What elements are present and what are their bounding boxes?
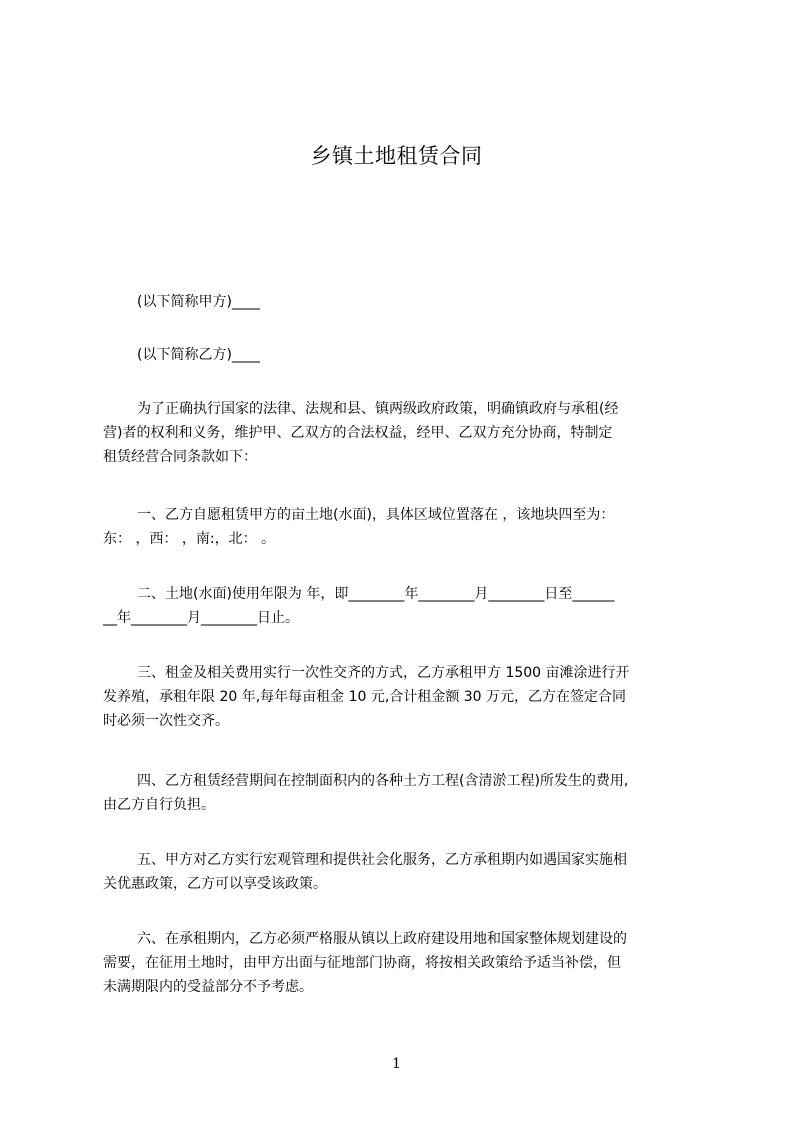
party-a-line <box>103 290 703 314</box>
document-title: 乡镇土地租赁合同 <box>310 144 483 168</box>
party-b-text: (以下简称乙方)____ <box>137 347 260 363</box>
party-a-text: (以下简称甲方)____ <box>137 294 260 310</box>
page-number: 1 <box>392 1056 401 1072</box>
clause-2 <box>103 582 703 630</box>
clause-6-line-2: 需要，在征用土地时，由甲方出面与征地部门协商，将按相关政策给予适当补偿，但 <box>103 955 621 971</box>
clause-3-line-2: 发养殖，承租年限 20 年,每年每亩租金 10 元,合计租金额 30 万元，乙方在签定合同 <box>103 689 627 705</box>
clause-2-line-1: 二、土地(水面)使用年限为 年，即________年________月________日至______ <box>137 586 615 602</box>
clause-3 <box>103 661 703 733</box>
clause-6-line-3: 未满期限内的受益部分不予考虑。 <box>103 979 313 995</box>
clause-5 <box>103 848 703 896</box>
clause-4-line-2: 由乙方自行负担。 <box>103 797 215 813</box>
clause-1 <box>103 503 703 551</box>
clause-3-line-1: 三、租金及相关费用实行一次性交齐的方式，乙方承租甲方 1500 亩滩涂进行开 <box>137 665 630 681</box>
clause-1-line-1: 一、乙方自愿租赁甲方的亩土地(水面)，具体区域位置落在 ，该地块四至为： <box>137 507 615 523</box>
clause-5-line-1: 五、甲方对乙方实行宏观管理和提供社会化服务，乙方承租期内如遇国家实施相 <box>137 852 627 868</box>
clause-2-line-2: __年________月________日止。 <box>103 610 299 626</box>
party-b-line <box>103 343 703 367</box>
intro-paragraph <box>103 397 703 469</box>
clause-1-line-2: 东： ，西： ，南:，北： 。 <box>103 531 276 547</box>
intro-line-1: 为了正确执行国家的法律、法规和县、镇两级政府政策，明确镇政府与承租(经 <box>137 401 619 417</box>
intro-line-3: 租赁经营合同条款如下： <box>103 449 257 465</box>
clause-4 <box>103 769 703 817</box>
clause-6-line-1: 六、在承租期内，乙方必须严格服从镇以上政府建设用地和国家整体规划建设的 <box>137 931 627 947</box>
clause-4-line-1: 四、乙方租赁经营期间在控制面积内的各种土方工程(含清淤工程)所发生的费用, <box>137 773 629 789</box>
clause-5-line-2: 关优惠政策，乙方可以享受该政策。 <box>103 876 327 892</box>
intro-line-2: 营)者的权利和义务，维护甲、乙双方的合法权益，经甲、乙双方充分协商，特制定 <box>103 425 613 441</box>
clause-6 <box>103 927 703 999</box>
clause-3-line-3: 时必须一次性交齐。 <box>103 713 229 729</box>
